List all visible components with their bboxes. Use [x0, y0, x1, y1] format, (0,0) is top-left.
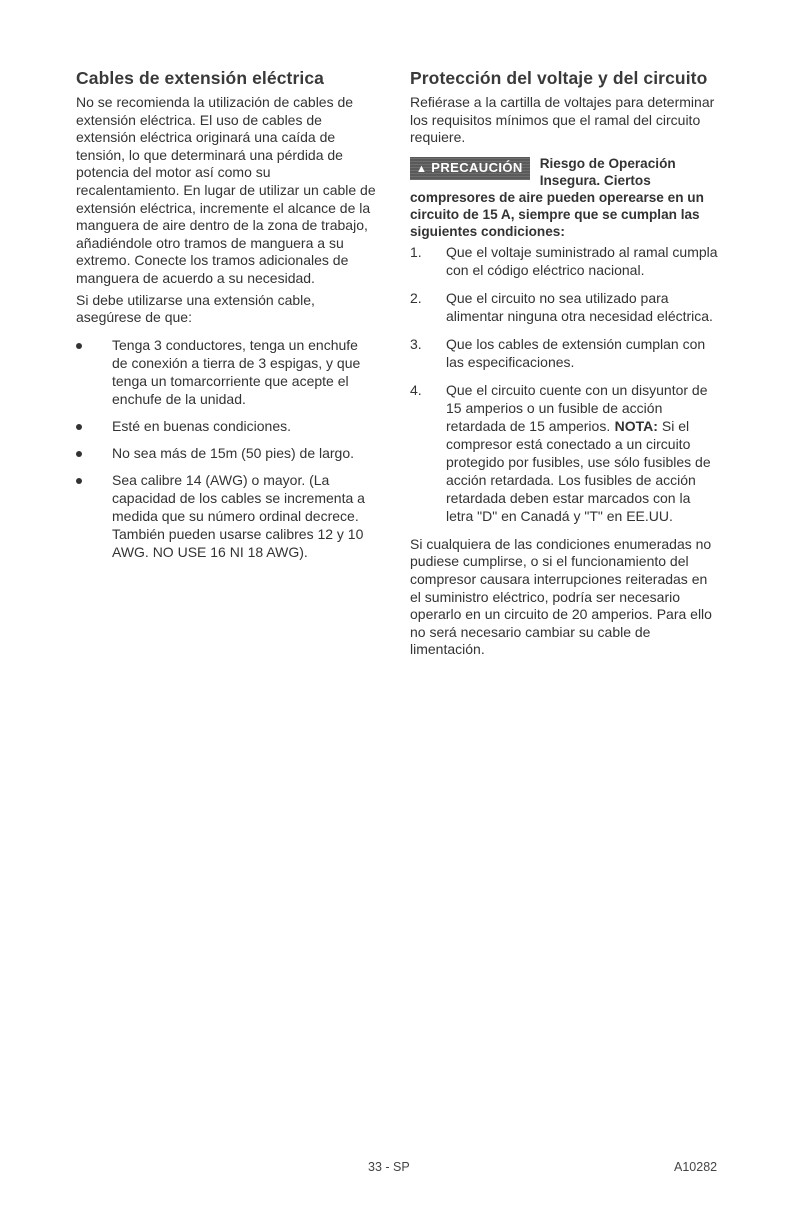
caution-conditions-text: compresores de aire pueden operearse en un circuito de 15 A, siempre que se cumplan las siguientes condiciones: [410, 189, 704, 239]
list-item-text: Que los cables de extensión cumplan con las especificaciones. [446, 335, 706, 370]
list-item-text: Que el circuito cuente con un disyuntor de 15 amperios o un fusible de acción retardada de 15 amperios. [446, 381, 708, 434]
warning-triangle-icon: ▲ [416, 162, 428, 175]
bullet-icon [76, 451, 82, 457]
list-item-number: 2. [410, 289, 422, 306]
list-item-text: Sea calibre 14 (AWG) o mayor. (La capacidad de los cables se incrementa a medida que su número ordinal decrece. También pueden usarse calibres 12 y 10 AWG. NO USE 16 NI 18 AWG). [112, 471, 365, 560]
page-number: 33 - SP [368, 1160, 410, 1174]
circuit-conditions-list [410, 244, 720, 526]
document-code: A10282 [674, 1160, 718, 1174]
caution-lead-text: Riesgo de Operación Insegura. Ciertos [539, 155, 676, 188]
list-item-text: Esté en buenas condiciones. [112, 417, 292, 434]
extension-cords-requirements-intro: Si debe utilizarse una extensión cable, asegúrese de que: [76, 291, 315, 326]
list-item [410, 382, 720, 526]
list-item [410, 290, 720, 326]
bullet-icon [76, 424, 82, 430]
extension-cords-heading: Cables de extensión eléctrica [76, 68, 325, 88]
left-column [76, 68, 376, 571]
caution-badge-label: PRECAUCIÓN [431, 159, 523, 175]
list-item [76, 337, 376, 409]
right-column [410, 68, 720, 659]
bullet-icon [76, 478, 82, 484]
list-item [410, 244, 720, 280]
voltage-protection-heading: Protección del voltaje y del circuito [410, 68, 708, 88]
caution-badge [410, 157, 530, 180]
caution-notice [410, 155, 720, 240]
extension-cords-paragraph: No se recomienda la utilización de cables de extensión eléctrica. El uso de cables de extensión eléctrica originará una caída de tensión, lo que determinará una pérdida de potencia del motor así como su recalentamiento. En lugar de utilizar un cable de extensión eléctrica, incremente el alcance de la manguera de aire dentro de la zona de trabajo, añadiéndole otro tramos de manguera a su extremo. Conecte los tramos adicionales de manguera de acuerdo a su necesidad. [76, 94, 376, 286]
extension-cord-requirements-list [76, 337, 376, 562]
note-label: NOTA: [614, 417, 658, 434]
list-item [76, 418, 376, 436]
note-text: Si el compresor está conectado a un circuito protegido por fusibles, use sólo fusibles de acción retardada. Los fusibles de acción retardada deben estar marcados con la letra "D" en Canadá y "T" en EE.UU. [446, 417, 711, 524]
list-item [76, 472, 376, 562]
list-item [410, 336, 720, 372]
list-item-text: Que el voltaje suministrado al ramal cumpla con el código eléctrico nacional. [446, 243, 718, 278]
list-item [76, 445, 376, 463]
list-item-number: 1. [410, 243, 422, 260]
list-item-text: No sea más de 15m (50 pies) de largo. [112, 444, 355, 461]
list-item-number: 4. [410, 381, 422, 398]
list-item-text: Que el circuito no sea utilizado para alimentar ninguna otra necesidad eléctrica. [446, 289, 713, 324]
bullet-icon [76, 343, 82, 349]
voltage-protection-intro: Refiérase a la cartilla de voltajes para determinar los requisitos mínimos que el ramal del circuito requiere. [410, 94, 715, 146]
closing-paragraph: Si cualquiera de las condiciones enumeradas no pudiese cumplirse, o si el funcionamiento del compresor causara interrupciones reiteradas en el suministro eléctrico, podría ser necesario operarlo en un circuito de 20 amperios. Para ello no será necesario cambiar su cable de limentación. [410, 535, 712, 658]
list-item-text: Tenga 3 conductores, tenga un enchufe de conexión a tierra de 3 espigas, y que tenga un tomarcorriente que acepte el enchufe de la unidad. [112, 336, 361, 407]
list-item-number: 3. [410, 335, 422, 352]
